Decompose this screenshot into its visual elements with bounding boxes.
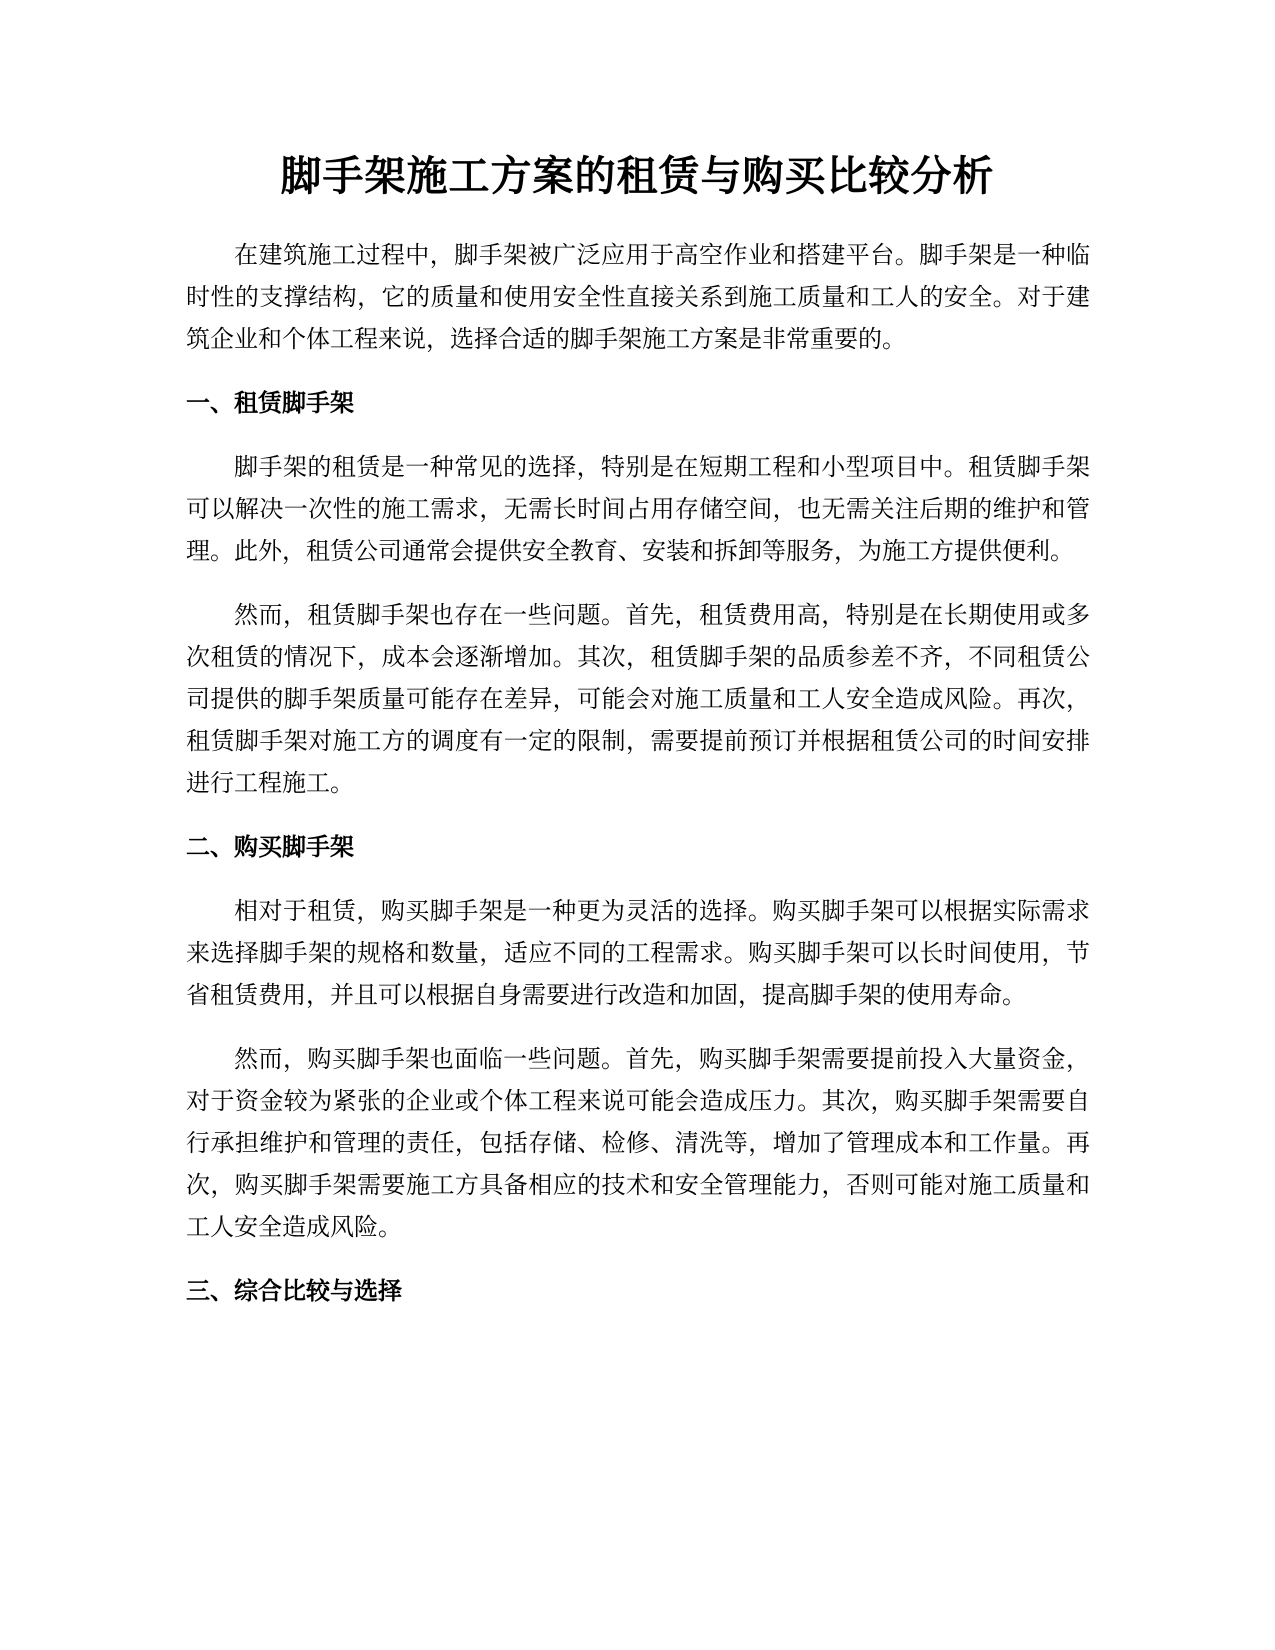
paragraph-rental-issues: 然而，租赁脚手架也存在一些问题。首先，租赁费用高，特别是在长期使用或多次租赁的情况下，成本会逐渐增加。其次，租赁脚手架的品质参差不齐，不同租赁公司提供的脚手架质量可能存在差异，可能会对施工质量和工人安全造成风险。再次，租赁脚手架对施工方的调度有一定的限制，需要提前预订并根据租赁公司的时间安排进行工程施工。	[186, 601, 1090, 797]
document-body	[186, 234, 1090, 1334]
paragraph-rental-advantages: 脚手架的租赁是一种常见的选择，特别是在短期工程和小型项目中。租赁脚手架可以解决一次性的施工需求，无需长时间占用存储空间，也无需关注后期的维护和管理。此外，租赁公司通常会提供安全教育、安装和拆卸等服务，为施工方提供便利。	[186, 453, 1090, 565]
section-heading-purchase: 二、购买脚手架	[186, 833, 354, 861]
section-heading-rental: 一、租赁脚手架	[186, 389, 354, 417]
paragraph-purchase-issues: 然而，购买脚手架也面临一些问题。首先，购买脚手架需要提前投入大量资金，对于资金较为紧张的企业或个体工程来说可能会造成压力。其次，购买脚手架需要自行承担维护和管理的责任，包括存储、检修、清洗等，增加了管理成本和工作量。再次，购买脚手架需要施工方具备相应的技术和安全管理能力，否则可能对施工质量和工人安全造成风险。	[186, 1045, 1090, 1241]
document-title: 脚手架施工方案的租赁与购买比较分析	[280, 152, 995, 200]
section-heading-comparison: 三、综合比较与选择	[186, 1277, 402, 1305]
intro-paragraph: 在建筑施工过程中，脚手架被广泛应用于高空作业和搭建平台。脚手架是一种临时性的支撑结构，它的质量和使用安全性直接关系到施工质量和工人的安全。对于建筑企业和个体工程来说，选择合适的脚手架施工方案是非常重要的。	[186, 241, 1090, 353]
paragraph-purchase-advantages: 相对于租赁，购买脚手架是一种更为灵活的选择。购买脚手架可以根据实际需求来选择脚手架的规格和数量，适应不同的工程需求。购买脚手架可以长时间使用，节省租赁费用，并且可以根据自身需要进行改造和加固，提高脚手架的使用寿命。	[186, 897, 1090, 1009]
